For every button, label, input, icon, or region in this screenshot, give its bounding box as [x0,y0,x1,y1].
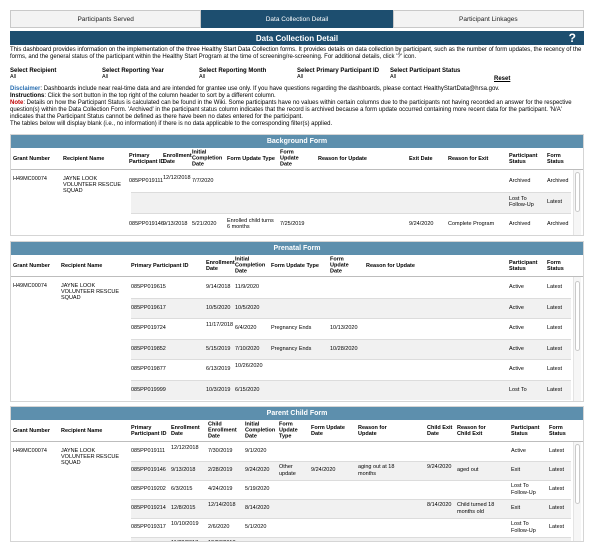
cell-fstatus: Latest [549,505,564,512]
column-header-reason-for-update[interactable]: Reason for Update [358,424,387,437]
grant-number-cell: H49MC00074 [13,283,47,289]
cell-enroll: 12/12/2018 [171,445,199,452]
column-header-primary-participant-id[interactable]: Primary Participant ID [131,262,189,269]
cell-id: 085PP019615 [131,284,166,291]
cell-exit: 9/24/2020 [409,220,434,227]
column-header-initial-completion-date[interactable]: Initial Completion Date [235,256,266,275]
cell-id: 085PP019202 [131,486,166,493]
grant-number-cell: H49MC00074 [13,176,47,182]
column-header-reason-for-update[interactable]: Reason for Update [366,262,415,269]
cell-reason: aging out at 18 months [358,464,395,477]
filter-bar [10,68,584,82]
cell-pstatus: Archived [509,220,531,227]
recipient-name-cell: JAYNE LOOK VOLUNTEER RESCUE SQUAD [63,176,122,195]
cell-init: 9/1/2020 [245,448,267,455]
filter-value[interactable]: All [10,74,17,80]
cell-init: 8/14/2020 [245,505,270,512]
cell-enroll: 6/13/2019 [206,366,231,373]
filter-participant-status[interactable] [390,68,460,80]
cell-enroll: 12/12/2018 [163,174,191,181]
help-icon[interactable]: ? [568,31,576,45]
filter-value[interactable]: All [102,74,109,80]
filter-label: Select Recipient [10,68,57,74]
tab-participant-linkages[interactable]: Participant Linkages [393,10,584,28]
cell-pstatus: Active [511,448,526,455]
cell-enroll: 9/13/2018 [171,467,196,474]
cell-id: 085PP019317 [131,524,166,531]
cell-init: 7/10/2020 [235,345,260,352]
cell-fstatus: Latest [547,325,562,332]
column-header-form-update-date[interactable]: Form Update Date [280,149,299,168]
cell-enroll: 6/3/2015 [171,486,193,493]
cell-init: 5/19/2020 [245,486,270,493]
cell-cenroll: 2/28/2019 [208,467,233,474]
cell-pstatus: Active [509,366,524,373]
cell-rcexit: Child turned 18 months old [457,502,495,515]
column-header-primary-participant-id[interactable]: Primary Participant ID [129,152,165,165]
cell-fstatus: Archived [547,177,569,184]
disclaimer-label: Disclaimer [10,86,41,92]
cell-fstatus: Latest [549,448,564,455]
cell-cenroll: 4/24/2019 [208,486,233,493]
column-header-form-status[interactable]: Form Status [547,152,564,165]
row-divider [131,480,571,481]
scrollbar-thumb[interactable] [575,281,580,351]
cell-id: 085PP019999 [131,386,166,393]
section-title: Parent Child Form [11,407,583,420]
cell-cexit: 9/24/2020 [427,464,452,471]
filter-value[interactable]: All [390,74,397,80]
cell-cenroll: 12/14/2018 [208,502,236,509]
filter-label: Select Participant Status [390,68,461,74]
cell-id: 085PP019214 [131,505,166,512]
cell-pstatus: Lost To [509,386,527,393]
page-title: Data Collection Detail [255,33,339,43]
cell-pstatus: Active [509,325,524,332]
disclaimer-text: : Dashboards include near real-time data and are intended for grantee use only. If you have questions regarding the dashboards, please contact HealthyStartData@hrsa.gov. [40,86,500,92]
table-body [11,277,583,402]
cell-utype: Pregnancy Ends [271,345,312,352]
column-header-enrollment-date[interactable]: Enrollment Date [171,424,200,437]
row-divider [131,359,571,360]
cell-rexit: Complete Program [448,220,495,227]
filter-value[interactable]: All [199,74,206,80]
cell-init: 5/1/2020 [245,524,267,531]
cell-fstatus: Latest [547,386,562,393]
cell-utype: Enrolled child turns 6 months [227,217,274,230]
table-header [11,420,583,442]
cell-fstatus: Latest [549,467,564,474]
cell-pstatus: Exit [511,505,521,512]
column-header-recipient-name[interactable]: Recipient Name [63,155,105,162]
cell-cexit: 8/14/2020 [427,502,452,509]
cell-cenroll: 7/30/2019 [208,448,233,455]
cell-enroll: 9/13/2018 [163,220,188,227]
row-divider [131,339,571,340]
cell-init: 6/4/2020 [235,325,257,332]
tab-data-collection-detail[interactable]: Data Collection Detail [201,10,392,28]
cell-id: 085PP019146 [129,220,164,227]
filter-label: Select Reporting Month [199,68,267,74]
cell-pstatus: Active [509,304,524,311]
column-header-initial-completion-date[interactable]: Initial Completion Date [192,149,223,168]
cell-id: 085PP019724 [131,325,166,332]
row-divider [131,318,571,319]
cell-enroll: 10/10/2019 [171,521,199,528]
filter-reporting-month[interactable] [199,68,266,80]
cell-rcexit: aged out [457,467,479,474]
filter-label: Select Reporting Year [102,68,164,74]
filter-recipient[interactable] [10,68,56,80]
cell-id: 085PP019877 [131,366,166,373]
cell-fstatus: Latest [547,366,562,373]
scrollbar-thumb[interactable] [575,444,580,504]
column-header-reason-for-child-exit[interactable]: Reason for Child Exit [457,424,486,437]
cell-pstatus: Lost To Follow-Up [509,196,534,209]
vertical-scrollbar[interactable] [573,170,581,236]
vertical-scrollbar[interactable] [573,442,581,542]
cell-init: 7/7/2020 [192,177,214,184]
row-divider [131,298,571,299]
cell-id: 085PP019617 [131,304,166,311]
cell-enroll: 5/15/2019 [206,345,231,352]
column-header-recipient-name[interactable]: Recipient Name [61,262,103,269]
cell-pstatus: Exit [511,467,521,474]
cell-fstatus: Latest [547,199,562,206]
row-divider [131,499,571,500]
cell-pstatus: Lost To Follow-Up [511,483,536,496]
filter-value[interactable]: All [297,74,304,80]
cell-fstatus: Latest [549,524,564,531]
column-header-form-update-type[interactable]: Form Update Type [271,262,319,269]
cell-fstatus: Archived [547,220,569,227]
table-header [11,255,583,277]
row-divider [131,192,571,193]
row-divider [131,518,571,519]
cell-pstatus: Lost To Follow-Up [511,521,536,534]
row-band [131,192,571,214]
cell-init: 10/5/2020 [235,304,260,311]
prenatal-form-panel [10,241,584,402]
column-header-form-update-type[interactable]: Form Update Type [279,421,298,440]
instructions-label: Instructions [10,93,45,100]
column-header-reason-for-exit[interactable]: Reason for Exit [448,155,489,162]
parent-child-form-panel [10,406,584,542]
column-header-exit-date[interactable]: Exit Date [409,155,433,162]
cell-fstatus: Latest [549,486,564,493]
cell-enroll: 9/14/2018 [206,284,231,291]
reset-button[interactable]: Reset [494,76,511,82]
cell-utype: Pregnancy Ends [271,325,312,332]
table-body [11,170,583,236]
cell-pstatus: Active [509,284,524,291]
column-header-form-status[interactable]: Form Status [549,424,566,437]
column-header-participant-status[interactable]: Participant Status [511,424,540,437]
cell-udate: 7/25/2019 [280,220,305,227]
notes-block [10,86,584,129]
row-divider [131,235,571,236]
cell-pstatus: Archived [509,177,531,184]
cell-id: 085PP019111 [131,448,166,455]
row-divider [131,380,571,381]
cell-pstatus: Active [509,345,524,352]
cell-init: 11/9/2020 [235,284,260,291]
vertical-scrollbar[interactable] [573,277,581,402]
column-header-participant-status[interactable]: Participant Status [509,259,538,272]
table-body [11,442,583,542]
cell-id: 085PP019852 [131,345,166,352]
recipient-name-cell: JAYNE LOOK VOLUNTEER RESCUE SQUAD [61,448,120,467]
tab-participants-served[interactable]: Participants Served [10,10,201,28]
note-text: : Details on how the Participant Status is calculated can be found in the Wiki. Some participants have no values within certain columns due to the participants not having recorded an answer for the respective question(s) within the Data Collection Form. 'Archived' in the participant status column indicates that the record is archived because a form update occurred containing more recent data for the participant. 'N/A' indicates that the Participant Status cannot be defined as there have been no dates entered for the participant. [10,100,572,121]
cell-id: 085PP019111 [129,177,164,184]
cell-init: 9/24/2020 [245,467,270,474]
table-header [11,148,583,170]
column-header-enrollment-date[interactable]: Enrollment Date [163,152,192,165]
section-title: Background Form [11,135,583,148]
scrollbar-thumb[interactable] [575,172,580,212]
note-label: Note [10,100,24,107]
cell-init: 10/26/2020 [235,363,263,370]
column-header-primary-participant-id[interactable]: Primary Participant ID [131,424,167,437]
dashboard-description: This dashboard provides information on the implementation of the three Healthy Start Data Collection forms. It provides details on data collection by participant, such as the number of form updates, the recency of the forms, and the general status of the participant within the Healthy Start Program at the time of screening/re-screening. For additional details, click '?' icon. [10,47,582,61]
grant-number-cell: H49MC00074 [13,448,47,454]
column-header-child-exit-date[interactable]: Child Exit Date [427,424,453,437]
blank-note: The tables below will display blank (i.e., no information) if there is no data applicable to the corresponding filter(s) applied. [10,121,333,128]
cell-udate: 9/24/2020 [311,467,336,474]
row-divider [131,537,571,538]
cell-enroll: 10/3/2019 [206,386,231,393]
cell-enroll: 11/17/2018 [206,322,234,329]
column-header-enrollment-date[interactable]: Enrollment Date [206,259,235,272]
column-header-participant-status[interactable]: Participant Status [509,152,538,165]
cell-enroll: 12/8/2015 [171,505,196,512]
cell-udate: 10/13/2020 [330,325,358,332]
instructions-text: : Click the sort button in the top right of the column header to sort by a different column. [44,93,276,100]
cell-init: 5/21/2020 [192,220,217,227]
column-header-grant-number[interactable]: Grant Number [13,155,50,162]
cell-init: 6/15/2020 [235,386,260,393]
cell-udate: 10/28/2020 [330,345,358,352]
column-header-initial-completion-date[interactable]: Initial Completion Date [245,421,276,440]
column-header-grant-number[interactable]: Grant Number [13,427,50,434]
cell-fstatus: Latest [547,345,562,352]
background-form-panel [10,134,584,236]
cell-id: 085PP019146 [131,467,166,474]
cell-enroll [171,540,199,542]
column-header-reason-for-update[interactable]: Reason for Update [318,155,367,162]
column-header-form-update-date[interactable]: Form Update Date [311,424,345,437]
filter-primary-participant-id[interactable] [297,68,379,80]
cell-cenroll [208,540,238,542]
filter-label: Select Primary Participant ID [297,68,380,74]
row-divider [131,461,571,462]
page-title-bar [10,31,584,45]
cell-cenroll: 2/6/2020 [208,524,230,531]
cell-fstatus: Latest [547,304,562,311]
cell-utype: Other update [279,464,296,477]
column-header-form-update-date[interactable]: Form Update Date [330,256,349,275]
column-header-child-enrollment-date[interactable]: Child Enrollment Date [208,421,237,440]
row-divider [131,213,571,214]
filter-reporting-year[interactable] [102,68,164,80]
cell-enroll: 10/5/2020 [206,304,231,311]
column-header-form-update-type[interactable]: Form Update Type [227,155,275,162]
column-header-recipient-name[interactable]: Recipient Name [61,427,103,434]
column-header-grant-number[interactable]: Grant Number [13,262,50,269]
section-title: Prenatal Form [11,242,583,255]
column-header-form-status[interactable]: Form Status [547,259,564,272]
cell-fstatus: Latest [547,284,562,291]
recipient-name-cell: JAYNE LOOK VOLUNTEER RESCUE SQUAD [61,283,120,302]
dashboard-tabs [10,10,584,28]
